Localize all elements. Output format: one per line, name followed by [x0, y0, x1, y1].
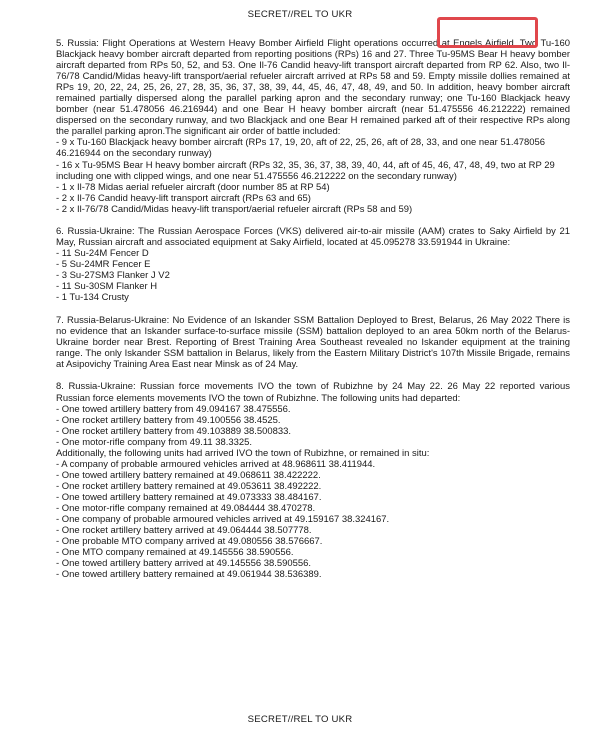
list-item: - One motor-rifle company remained at 49.084444 38.470278.: [56, 503, 316, 514]
document-body: [56, 38, 570, 580]
list-item: - 9 x Tu-160 Blackjack heavy bomber aircraft (RPs 17, 19, 20, aft of 22, 25, 26, aft of 28, 33, and one near 51.478056 46.216944 on the secondary runway): [56, 137, 545, 160]
list-item: - One towed artillery battery remained at 49.073333 38.484167.: [56, 491, 322, 503]
section-8-arrived-list: [56, 459, 570, 581]
list-item: - One towed artillery battery remained at 49.068611 38.422222.: [56, 469, 321, 481]
list-item: - A company of probable armoured vehicles arrived at 48.968611 38.411944.: [56, 458, 376, 470]
section-5: [56, 38, 570, 215]
list-item: - 16 x Tu-95MS Bear H heavy bomber aircraft (RPs 32, 35, 36, 37, 38, 39, 40, 44, aft of 45, 46, 47, 48, 49, two at RP 29 including one with clipped wings, and one near 51.475556 46.212222 on the secondary runway): [56, 159, 555, 182]
list-item: - One probable MTO company arrived at 49.080556 38.576667.: [56, 536, 323, 548]
section-6-aircraft-list: [56, 248, 570, 303]
list-item: - 1 x Il-78 Midas aerial refueler aircraft (door number 85 at RP 54): [56, 181, 330, 193]
list-item: - 11 Su-30SM Flanker H: [56, 281, 158, 293]
section-5-paragraph: 5. Russia: Flight Operations at Western Heavy Bomber Airfield Flight operations occurred at Engels Airfield. Two Tu-160 Blackjack heavy bomber aircraft departed from reporting positions (RPs) 16 and 27. Three Tu-95MS Bear H heavy bomber aircraft departed from RPs 50, 52, and 53. One Il-76 Candid heavy-lift transport aircraft departed from RP 62. Also, two Il-76/78 Candid/Midas heavy-lift transport/aerial refueler aircraft arrived at RPs 58 and 59. Empty missile dollies remained at RPs 19, 20, 22, 24, 25, 26, 27, 28, 35, 36, 37, 38, 39, 44, 45, 46, 47, 48, 49, and 50. In addition, heavy bomber aircraft remained partially dispersed along the parallel parking apron and the secondary runway; one Tu-160 Blackjack heavy bomber (near 51.478056 46.216944) and one Bear H heavy bomber aircraft (near 51.475556 46.212222) remained dispersed on the secondary runway, and two Blackjack and one Bear H remained parked aft of their respective RPs along the parallel parking apron.The significant air order of battle included:: [56, 38, 570, 138]
list-item: - One towed artillery battery arrived at 49.145556 38.590556.: [56, 558, 311, 570]
list-item: - 2 x Il-76 Candid heavy-lift transport aircraft (RPs 63 and 65): [56, 192, 311, 204]
section-6: [56, 226, 570, 303]
footer-classification-marking: SECRET//REL TO UKR: [247, 714, 353, 725]
list-item: - One towed artillery battery from 49.094167 38.475556.: [56, 403, 291, 415]
list-item: - 3 Su-27SM3 Flanker J V2: [56, 270, 170, 282]
annotation-highlight-box: [437, 17, 538, 48]
list-item: - 11 Su-24M Fencer D: [56, 248, 149, 260]
list-item: - One rocket artillery battery arrived at 49.064444 38.507778.: [56, 525, 312, 537]
section-8-departed-list: [56, 404, 570, 448]
list-item: - One company of probable armoured vehicles arrived at 49.159167 38.324167.: [56, 514, 390, 526]
list-item: - One rocket artillery battery remained at 49.053611 38.492222.: [56, 480, 322, 492]
list-item: - One towed artillery battery remained at 49.061944 38.536389.: [56, 569, 322, 581]
list-item: - One rocket artillery battery from 49.100556 38.4525.: [56, 414, 281, 426]
list-item: - One MTO company remained at 49.145556 38.590556.: [56, 547, 294, 559]
section-8: [56, 381, 570, 580]
list-item: - One rocket artillery battery from 49.103889 38.500833.: [56, 425, 292, 437]
section-8-additional-intro: Additionally, the following units had arrived IVO the town of Rubizhne, or remained in situ:: [56, 447, 430, 459]
list-item: - 1 Tu-134 Crusty: [56, 292, 129, 304]
header-classification-marking: SECRET//REL TO UKR: [247, 9, 353, 20]
section-7: [56, 315, 570, 370]
list-item: - 2 x Il-76/78 Candid/Midas heavy-lift transport/aerial refueler aircraft (RPs 58 and 59): [56, 203, 413, 215]
section-5-order-of-battle-list: [56, 137, 570, 214]
section-8-paragraph: 8. Russia-Ukraine: Russian force movements IVO the town of Rubizhne by 24 May 22. 26 May 22 reported various Russian force elements movements IVO the town of Rubizhne. The following units had departed:: [56, 381, 570, 404]
list-item: - One motor-rifle company from 49.11 38.3325.: [56, 436, 253, 448]
section-7-paragraph: 7. Russia-Belarus-Ukraine: No Evidence of an Iskander SSM Battalion Deployed to Brest, Belarus, 26 May 2022 There is no evidence that an Iskander surface-to-surface missile (SSM) battalion deployed to an area 50km north of the Belarus-Ukraine border near Brest. Reporting of Brest Training Area Southeast revealed no Iskander equipment at the training range. The only Iskander SSM battalion in Belarus, likely from the Eastern Military District's 107th Missile Brigade, remains at Asipovichy Training Area East near Minsk as of 24 May.: [56, 314, 570, 371]
section-6-paragraph: 6. Russia-Ukraine: The Russian Aerospace Forces (VKS) delivered air-to-air missile (AAM) crates to Saky Airfield by 21 May, Russian aircraft and associated equipment at Saky Airfield, located at 45.095278 33.591944 in Ukraine:: [56, 226, 570, 249]
list-item: - 5 Su-24MR Fencer E: [56, 259, 151, 271]
